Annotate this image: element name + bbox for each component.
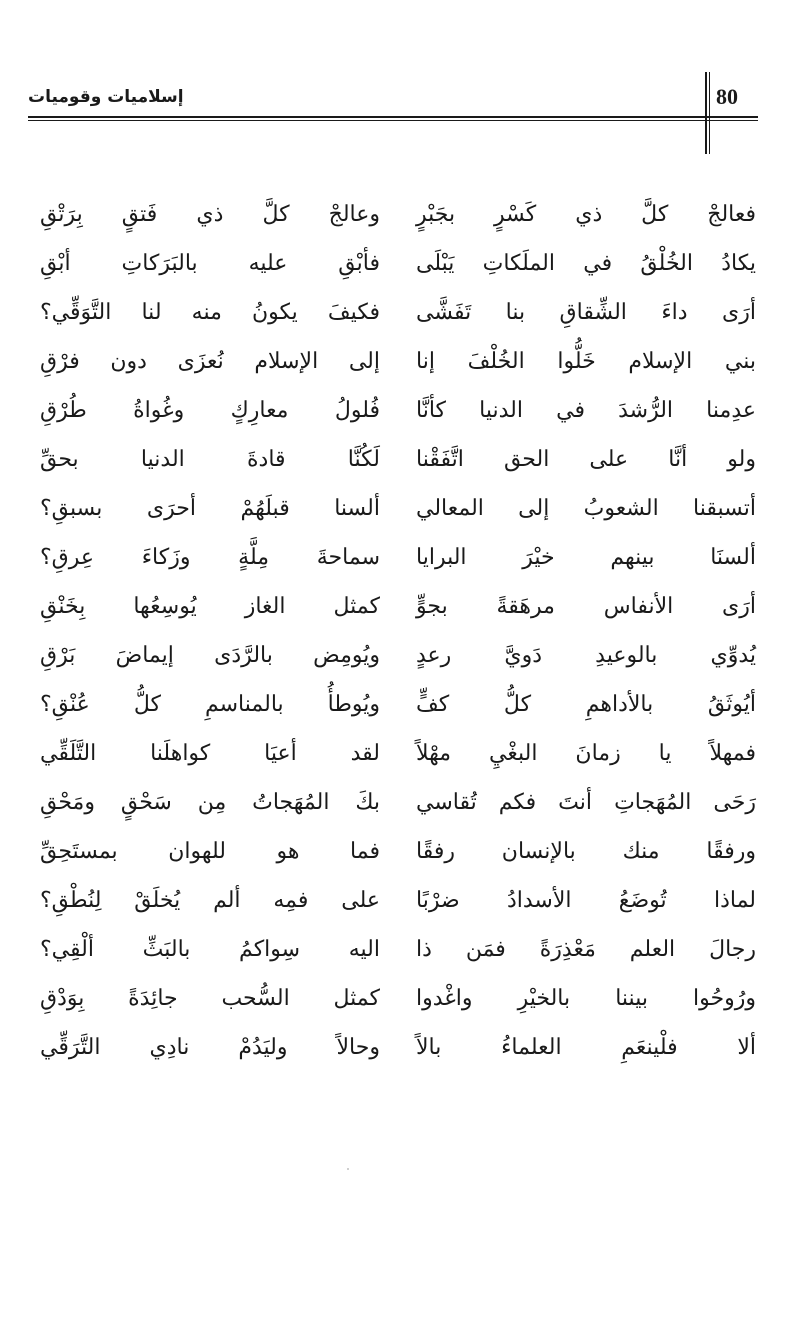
verse-line xyxy=(40,484,756,533)
hemistich-right: يكادُ الخُلْقُ في الملَكاتِ يَبْلَى xyxy=(416,250,756,276)
verse-line xyxy=(40,876,756,925)
hemistich-right: يُدوِّي بالوعيدِ دَويَّ رعدٍ xyxy=(416,642,756,668)
verse-line xyxy=(40,631,756,680)
hemistich-left: فأبْقِ عليه بالبَرَكاتِ أبْقِ xyxy=(40,250,380,276)
hemistich-left: ويُومِض بالرَّدَى إيماضَ بَرْقِ xyxy=(40,642,380,668)
hemistich-right: لماذا تُوضَعُ الأسدادُ ضرْبًا xyxy=(416,887,756,913)
hemistich-right: رجالَ العلم مَعْذِرَةً فمَن ذا xyxy=(416,936,756,962)
verse-line xyxy=(40,680,756,729)
verse-line xyxy=(40,239,756,288)
hemistich-left: فما هو للهوان بمستَحِقِّ xyxy=(40,838,380,864)
hemistich-right: ألا فلْينعَمِ العلماءُ بالاً xyxy=(416,1034,756,1060)
hemistich-right: بني الإسلام خَلُّوا الخُلْفَ إنا xyxy=(416,348,756,374)
hemistich-left: بكَ المُهَجاتُ مِن سَحْقٍ ومَحْقِ xyxy=(40,789,380,815)
hemistich-right: أتسبقنا الشعوبُ إلى المعالي xyxy=(416,495,756,521)
hemistich-left: سماحةَ مِلَّةٍ وزَكاءَ عِرقِ؟ xyxy=(40,544,380,570)
verse-line xyxy=(40,582,756,631)
hemistich-left: وعالجْ كلَّ ذي فَتقٍ بِرَتْقِ xyxy=(40,201,380,227)
hemistich-right: أرَى داءَ الشِّقاقِ بنا تَفَشَّى xyxy=(416,299,756,325)
hemistich-right: أيُوثَقُ بالأداهمِ كلُّ كفٍّ xyxy=(416,691,756,717)
header-rule-thick xyxy=(28,116,758,118)
hemistich-right: ورُوحُوا بيننا بالخيْرِ واغْدوا xyxy=(416,985,756,1011)
verse-line xyxy=(40,435,756,484)
hemistich-right: ورفقًا منك بالإنسان رفقًا xyxy=(416,838,756,864)
verse-line xyxy=(40,827,756,876)
hemistich-left: ألسنا قبلَهُمْ أحرَى بسبقِ؟ xyxy=(40,495,380,521)
hemistich-left: كمثل الغاز يُوسِعُها بِخَنْقِ xyxy=(40,593,380,619)
verse-line xyxy=(40,533,756,582)
hemistich-right: فمهلاً يا زمانَ البغْيِ مهْلاً xyxy=(416,740,756,766)
header-vertical-rule xyxy=(705,72,707,154)
verse-line xyxy=(40,386,756,435)
page-header xyxy=(0,0,788,160)
hemistich-right: ألسنَا بينهم خيْرَ البرايا xyxy=(416,544,756,570)
scan-speck xyxy=(347,1168,349,1170)
page-number: 80 xyxy=(716,84,738,109)
hemistich-left: فُلولُ معارِكٍ وغُواةُ طُرْقِ xyxy=(40,397,380,423)
hemistich-left: اليه سِواكمُ بالبَثِّ ألْقِي؟ xyxy=(40,936,380,962)
hemistich-left: لقد أعيَا كواهلَنا التَّلَقِّي xyxy=(40,740,380,766)
hemistich-right: ولو أنَّا على الحق اتَّفَقْنا xyxy=(416,446,756,472)
verse-line xyxy=(40,778,756,827)
verse-line xyxy=(40,1023,756,1072)
hemistich-left: ويُوطأُ بالمناسمِ كلُّ عُنْقِ؟ xyxy=(40,691,380,717)
hemistich-left: على فمِه ألم يُخلَقْ لِنُطْقِ؟ xyxy=(40,887,380,913)
hemistich-left: وحالاً وليَدُمْ نادِي التَّرَقِّي xyxy=(40,1034,380,1060)
hemistich-right: رَحَى المُهَجاتِ أنتَ فكم تُقاسي xyxy=(416,789,756,815)
verse-line xyxy=(40,925,756,974)
hemistich-right: فعالجْ كلَّ ذي كَسْرٍ بجَبْرٍ xyxy=(416,201,756,227)
hemistich-left: كمثل السُّحب جائِدَةً بِوَدْقِ xyxy=(40,985,380,1011)
hemistich-left: إلى الإسلام نُعزَى دون فرْقِ xyxy=(40,348,380,374)
hemistich-left: فكيفَ يكونُ منه لنا التَّوَقِّي؟ xyxy=(40,299,380,325)
hemistich-right: عدِمنا الرُّشدَ في الدنيا كأنَّا xyxy=(416,397,756,423)
header-rule-thin xyxy=(28,120,758,121)
verse-line xyxy=(40,729,756,778)
verse-line xyxy=(40,190,756,239)
verse-line xyxy=(40,288,756,337)
hemistich-right: أرَى الأنفاس مرهَقةً بجوٍّ xyxy=(416,593,756,619)
hemistich-left: لَكُنَّا قادةَ الدنيا بحقِّ xyxy=(40,446,380,472)
poem xyxy=(40,190,756,1072)
verse-line xyxy=(40,337,756,386)
running-title: إسلاميات وقوميات xyxy=(28,87,184,107)
header-vertical-rule-thin xyxy=(709,72,710,154)
verse-line xyxy=(40,974,756,1023)
